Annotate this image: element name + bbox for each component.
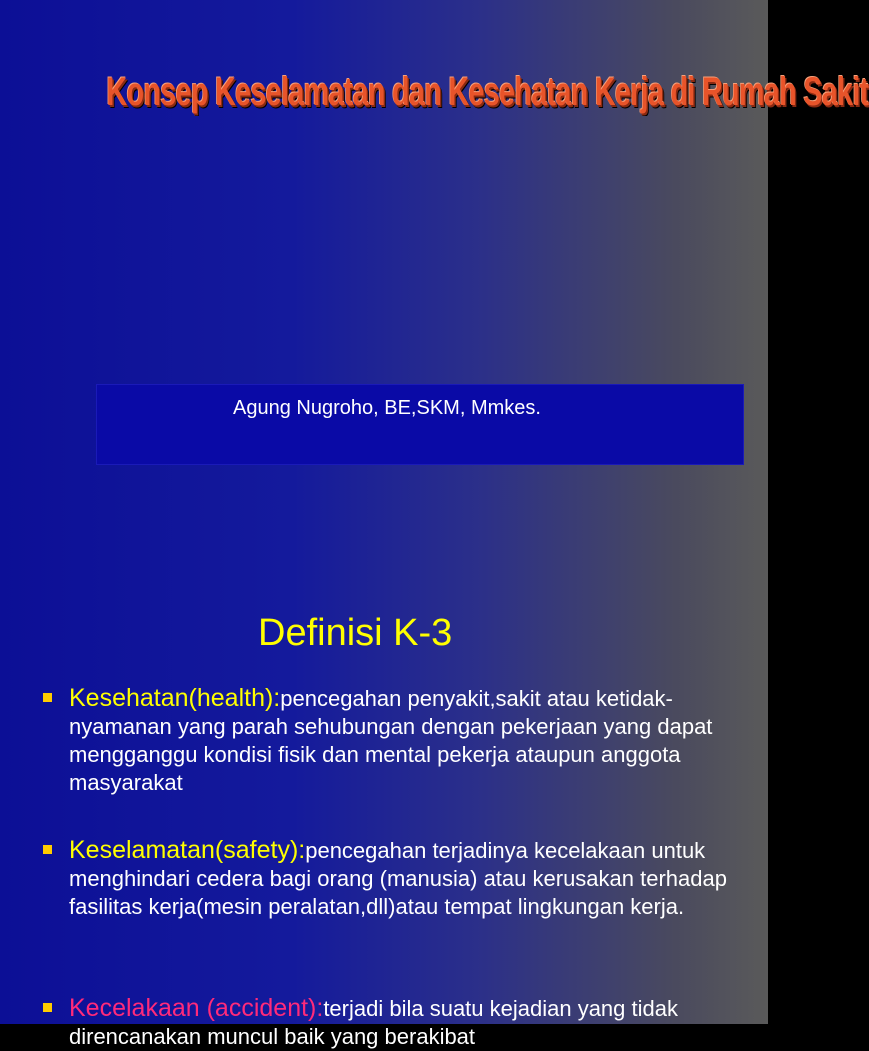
definition-slide xyxy=(0,512,768,1049)
square-bullet-icon xyxy=(43,1003,52,1012)
author-box xyxy=(96,384,744,465)
square-bullet-icon xyxy=(43,693,52,702)
author-name: Agung Nugroho, BE,SKM, Mmkes. xyxy=(233,397,541,419)
definition-title: Definisi K-3 xyxy=(258,612,453,654)
definition-body: terjadi bila suatu kejadian yang tidak direncanakan muncul baik yang berakibat xyxy=(69,996,678,1049)
definition-text xyxy=(69,684,759,797)
definition-text xyxy=(69,836,759,921)
definition-term: Kecelakaan (accident): xyxy=(69,994,324,1022)
definition-term: Keselamatan(safety): xyxy=(69,836,306,864)
definition-body: pencegahan penyakit,sakit atau ketidak-nyamanan yang parah sehubungan dengan pekerjaan yang dapat mengganggu kondisi fisik dan mental pekerja ataupun anggota masyarakat xyxy=(69,686,713,795)
title-slide xyxy=(0,0,869,512)
definition-body: pencegahan terjadinya kecelakaan untuk menghindari cedera bagi orang (manusia) atau kerusakan terhadap fasilitas kerja(mesin peralatan,dll)atau tempat lingkungan kerja. xyxy=(69,838,727,919)
definition-text xyxy=(69,994,759,1051)
slide-title: Konsep Keselamatan dan Kesehatan Kerja di Rumah Sakit xyxy=(106,70,869,114)
definition-term: Kesehatan(health): xyxy=(69,684,281,712)
square-bullet-icon xyxy=(43,845,52,854)
